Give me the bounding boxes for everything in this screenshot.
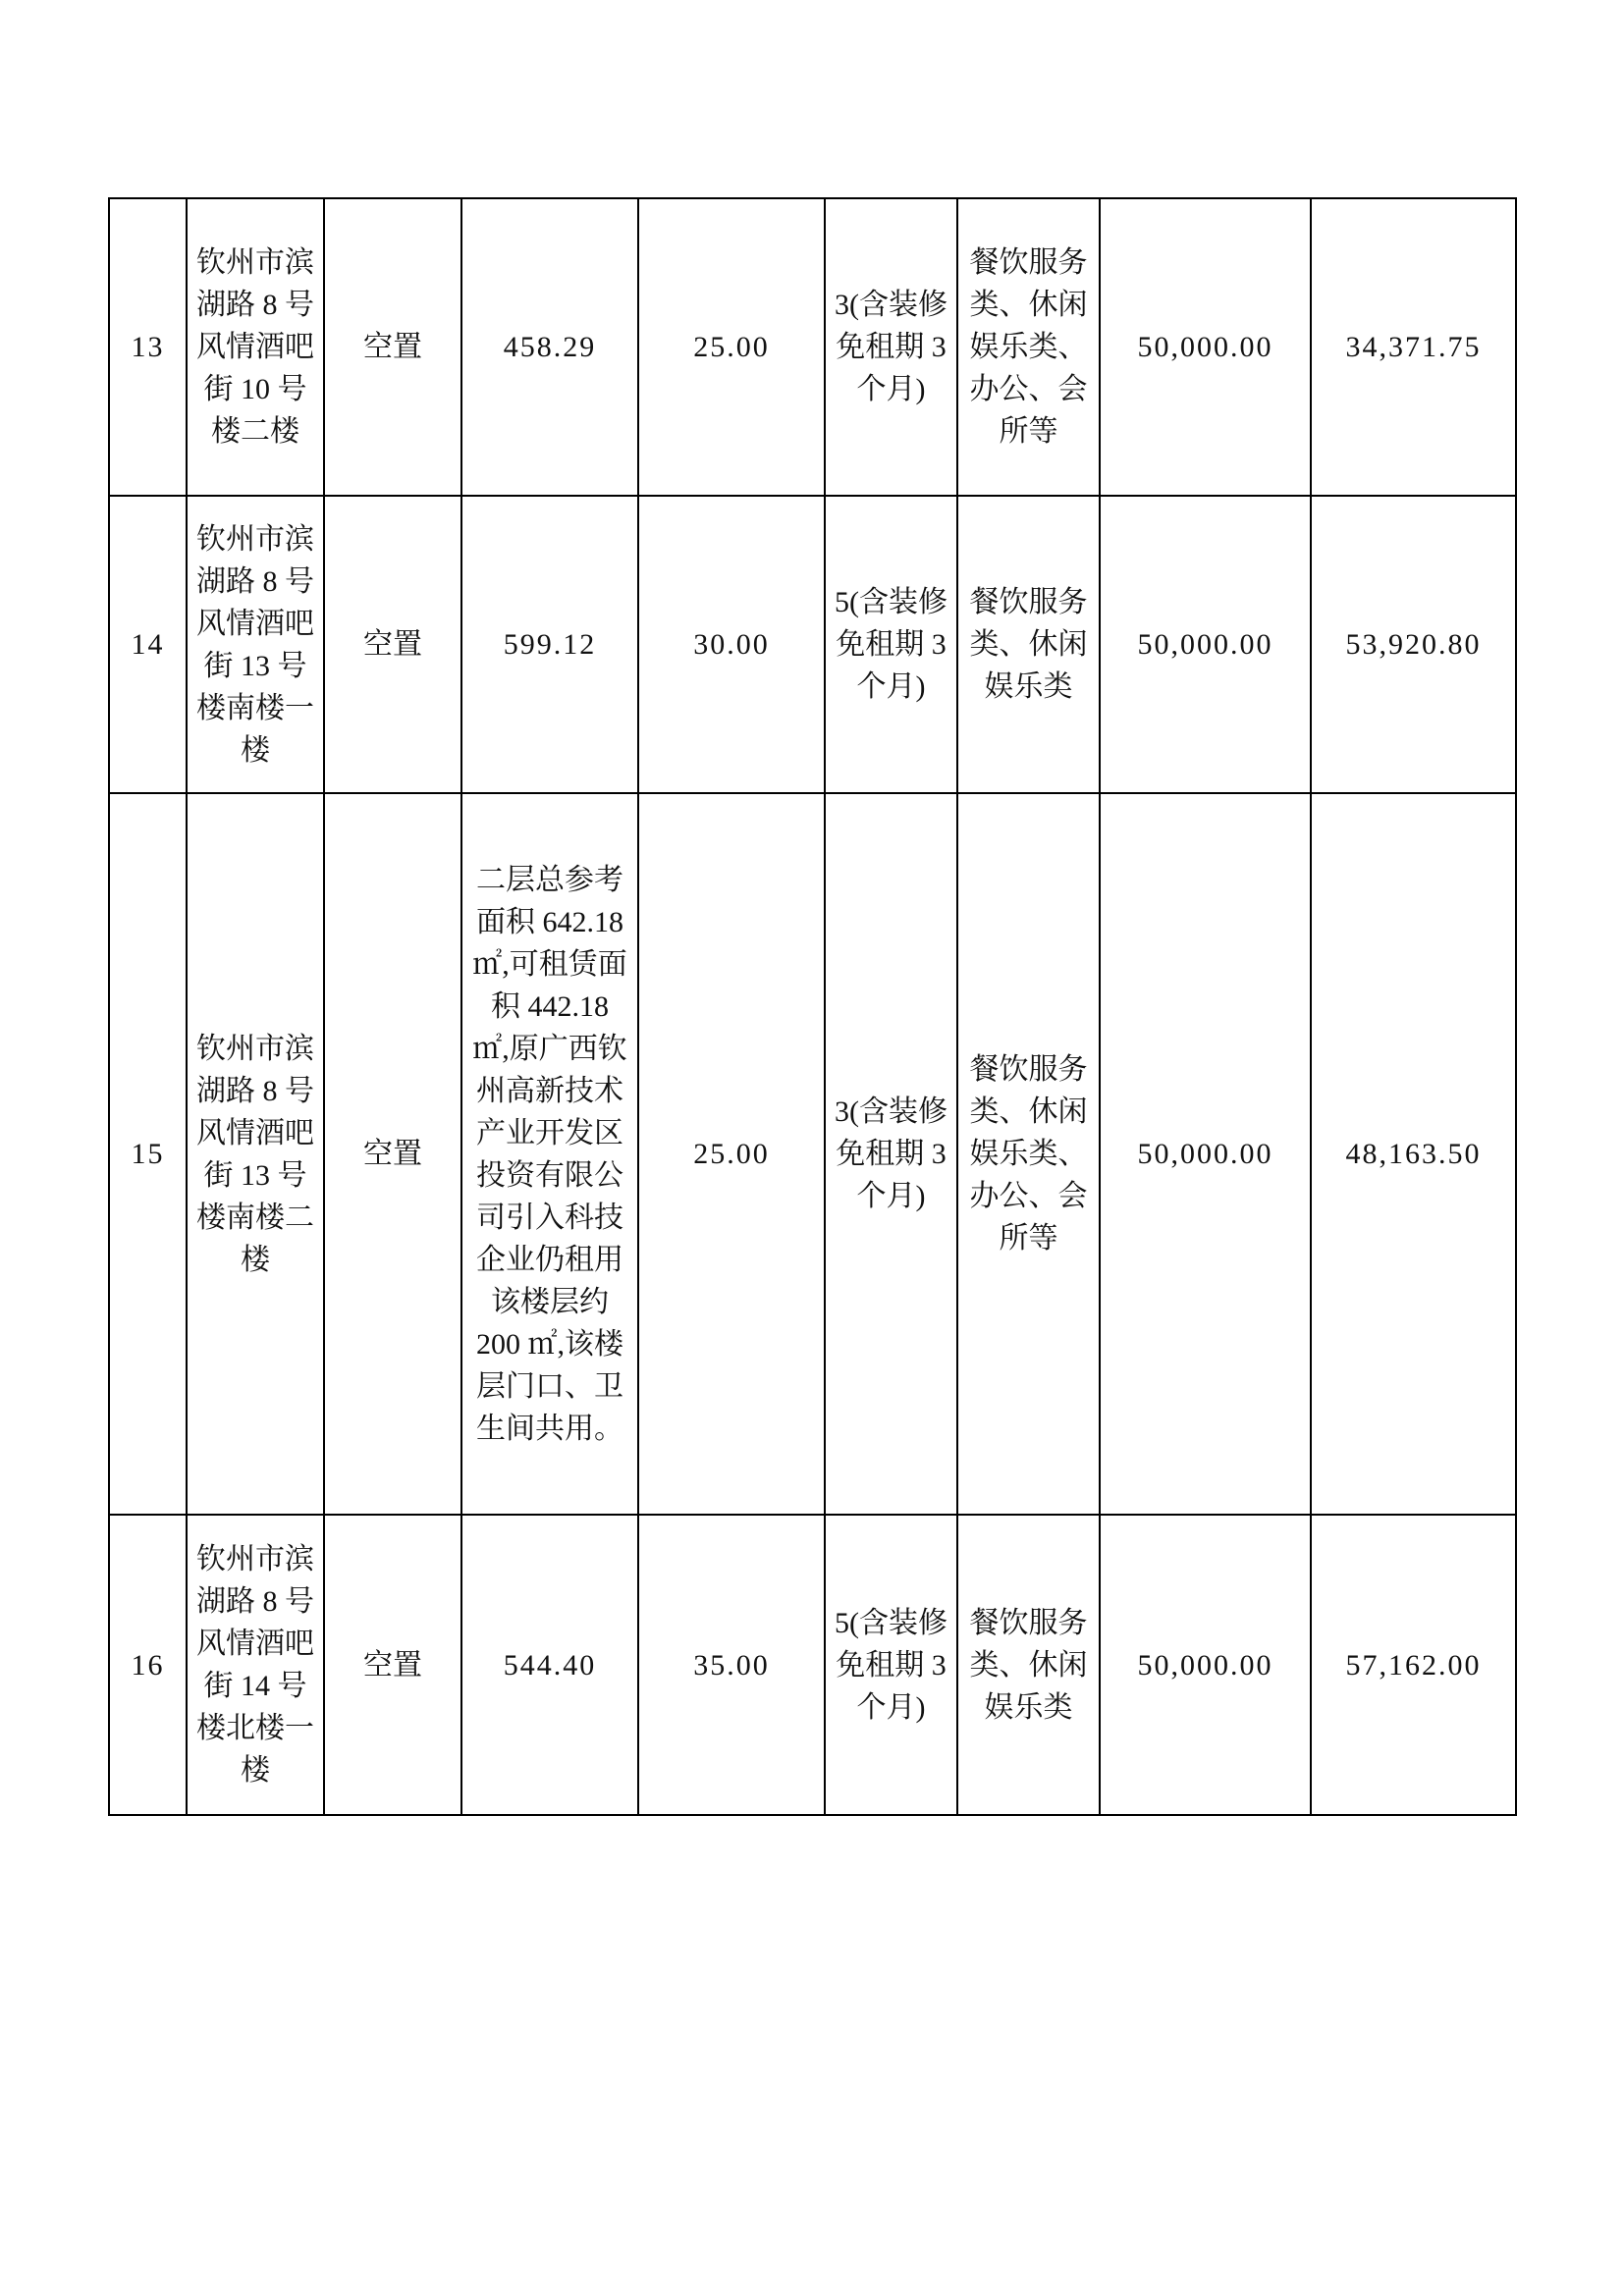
cell-location: 钦州市滨湖路 8 号风情酒吧街 14 号楼北楼一楼 bbox=[187, 1515, 324, 1815]
cell-lease-term: 5(含装修免租期 3 个月) bbox=[825, 1515, 957, 1815]
cell-business-type: 餐饮服务类、休闲娱乐类 bbox=[957, 496, 1100, 793]
table-row bbox=[109, 496, 1516, 793]
cell-row-number: 14 bbox=[109, 496, 187, 793]
table-row bbox=[109, 1515, 1516, 1815]
cell-lease-term: 3(含装修免租期 3 个月) bbox=[825, 198, 957, 496]
cell-area: 544.40 bbox=[461, 1515, 638, 1815]
cell-lease-term: 5(含装修免租期 3 个月) bbox=[825, 496, 957, 793]
cell-status: 空置 bbox=[324, 496, 461, 793]
cell-location: 钦州市滨湖路 8 号风情酒吧街 10 号楼二楼 bbox=[187, 198, 324, 496]
cell-unit-price: 30.00 bbox=[638, 496, 825, 793]
lease-table bbox=[108, 197, 1517, 1816]
cell-row-number: 16 bbox=[109, 1515, 187, 1815]
cell-lease-term: 3(含装修免租期 3 个月) bbox=[825, 793, 957, 1515]
cell-unit-price: 25.00 bbox=[638, 198, 825, 496]
cell-amount-2: 48,163.50 bbox=[1311, 793, 1516, 1515]
cell-business-type: 餐饮服务类、休闲娱乐类、办公、会所等 bbox=[957, 793, 1100, 1515]
cell-area-remark: 二层总参考面积 642.18 ㎡,可租赁面积 442.18 ㎡,原广西钦州高新技术产业开发区投资有限公司引入科技企业仍租用该楼层约 200 ㎡,该楼层门口、卫生间共用。 bbox=[461, 793, 638, 1515]
cell-location: 钦州市滨湖路 8 号风情酒吧街 13 号楼南楼一楼 bbox=[187, 496, 324, 793]
cell-amount-1: 50,000.00 bbox=[1100, 496, 1311, 793]
table-row bbox=[109, 198, 1516, 496]
table-row bbox=[109, 793, 1516, 1515]
cell-area: 599.12 bbox=[461, 496, 638, 793]
cell-row-number: 13 bbox=[109, 198, 187, 496]
cell-amount-1: 50,000.00 bbox=[1100, 793, 1311, 1515]
cell-unit-price: 25.00 bbox=[638, 793, 825, 1515]
cell-status: 空置 bbox=[324, 198, 461, 496]
cell-business-type: 餐饮服务类、休闲娱乐类、办公、会所等 bbox=[957, 198, 1100, 496]
cell-unit-price: 35.00 bbox=[638, 1515, 825, 1815]
cell-amount-1: 50,000.00 bbox=[1100, 198, 1311, 496]
cell-amount-2: 53,920.80 bbox=[1311, 496, 1516, 793]
cell-area: 458.29 bbox=[461, 198, 638, 496]
cell-status: 空置 bbox=[324, 793, 461, 1515]
cell-amount-1: 50,000.00 bbox=[1100, 1515, 1311, 1815]
cell-business-type: 餐饮服务类、休闲娱乐类 bbox=[957, 1515, 1100, 1815]
cell-row-number: 15 bbox=[109, 793, 187, 1515]
cell-status: 空置 bbox=[324, 1515, 461, 1815]
cell-amount-2: 57,162.00 bbox=[1311, 1515, 1516, 1815]
cell-amount-2: 34,371.75 bbox=[1311, 198, 1516, 496]
cell-location: 钦州市滨湖路 8 号风情酒吧街 13 号楼南楼二楼 bbox=[187, 793, 324, 1515]
